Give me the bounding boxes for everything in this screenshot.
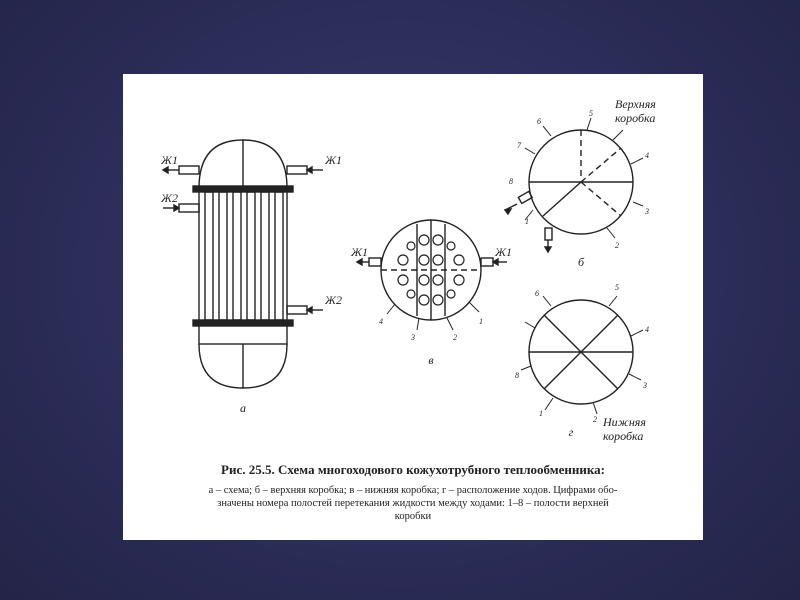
passes-number-3: 3	[643, 381, 647, 390]
bottom-box-number-1: 1	[479, 317, 483, 326]
top-box-section	[505, 118, 643, 252]
top-box-leaders	[525, 118, 643, 238]
figure-caption-title: Рис. 25.5. Схема многоходового кожухотрубного теплообменника:	[221, 462, 605, 477]
flow-label-zh1-right: Ж1	[325, 153, 342, 167]
bottom-box-section	[357, 220, 507, 330]
figure-caption-body	[129, 484, 697, 523]
lower-tube-sheet	[193, 320, 293, 326]
flow-label-zh2-left: Ж2	[161, 191, 178, 205]
top-box-label: б	[577, 255, 585, 269]
top-box-number-1: 1	[525, 217, 529, 226]
nozzle-right-bottom	[287, 306, 307, 314]
top-box-number-6: 6	[537, 117, 541, 126]
caption-line-1: а – схема; б – верхняя коробка; в – нижняя коробка; г – расположение ходов. Цифрами обо-	[208, 485, 618, 496]
tube-bundle	[205, 192, 283, 320]
bottom-box-number-3: 3	[411, 333, 415, 342]
pass-layout-leaders	[521, 296, 643, 414]
caption-line-3: коробки	[394, 511, 432, 522]
top-box-title-line2: коробка	[615, 111, 656, 125]
top-box-number-4: 4	[645, 151, 649, 160]
upper-tube-sheet	[193, 186, 293, 192]
bottom-box-label: в	[428, 353, 434, 367]
top-box-number-3: 3	[645, 207, 649, 216]
figure-card	[123, 74, 703, 540]
passes-title-line1: Нижняя	[603, 415, 646, 429]
nozzle-left-top	[179, 166, 199, 174]
scheme-label: а	[240, 401, 246, 415]
top-box-number-2: 2	[615, 241, 619, 250]
passes-label: г	[568, 425, 574, 439]
pass-layout-section	[521, 296, 643, 414]
bottom-box-flow-left: Ж1	[351, 245, 368, 259]
passes-number-2: 2	[593, 415, 597, 424]
passes-number-1: 1	[539, 409, 543, 418]
top-box-number-5: 5	[589, 109, 593, 118]
passes-number-6: 6	[535, 289, 539, 298]
nozzle-right-top	[287, 166, 307, 174]
passes-number-4: 4	[645, 325, 649, 334]
top-box-number-7: 7	[517, 141, 521, 150]
caption-line-2: значены номера полостей перетекания жидкости между ходами: 1–8 – полости верхней	[217, 498, 609, 509]
nozzle-left-mid	[179, 204, 199, 212]
passes-number-8: 8	[515, 371, 519, 380]
bottom-box-number-2: 2	[453, 333, 457, 342]
top-box-title-line1: Верхняя	[615, 97, 656, 111]
exchanger-scheme	[163, 140, 323, 388]
top-box-number-8: 8	[509, 177, 513, 186]
flow-label-zh1-left: Ж1	[161, 153, 178, 167]
bottom-box-number-4: 4	[379, 317, 383, 326]
flow-label-zh2-right: Ж2	[325, 293, 342, 307]
passes-title-line2: коробка	[603, 429, 644, 443]
passes-number-5: 5	[615, 283, 619, 292]
bottom-box-flow-right: Ж1	[495, 245, 512, 259]
